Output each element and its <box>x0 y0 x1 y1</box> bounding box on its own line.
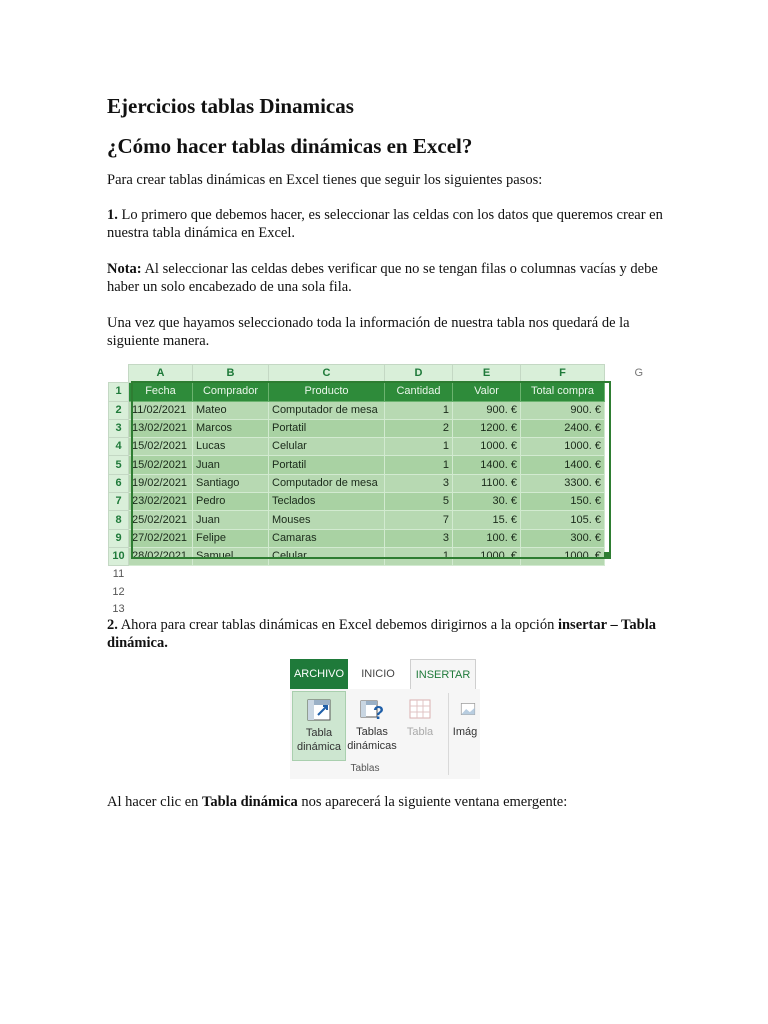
button-label: Imág <box>452 726 478 738</box>
table-cell[interactable]: 1100. € <box>453 474 521 492</box>
header-cell[interactable]: Producto <box>269 383 385 401</box>
document-title: Ejercicios tablas Dinamicas <box>107 94 354 118</box>
table-cell[interactable]: 15/02/2021 <box>129 438 193 456</box>
row-number[interactable]: 2 <box>109 401 129 419</box>
header-cell[interactable]: Cantidad <box>385 383 453 401</box>
pivot-table-button[interactable] <box>292 691 346 761</box>
note-label: Nota: <box>107 261 142 277</box>
table-cell[interactable]: 3 <box>385 474 453 492</box>
row-number[interactable]: 8 <box>109 511 129 529</box>
table-cell[interactable]: 1400. € <box>521 456 605 474</box>
table-cell[interactable]: 150. € <box>521 493 605 511</box>
table-button[interactable] <box>398 691 442 759</box>
corner-cell <box>109 365 129 383</box>
table-row <box>109 547 673 565</box>
row-number[interactable]: 5 <box>109 456 129 474</box>
svg-text:?: ? <box>373 703 384 721</box>
section-heading: ¿Cómo hacer tablas dinámicas en Excel? <box>107 134 473 158</box>
table-cell[interactable]: Celular <box>269 438 385 456</box>
table-cell[interactable]: 100. € <box>453 529 521 547</box>
images-button[interactable] <box>450 691 480 759</box>
step-1-text: Lo primero que debemos hacer, es seleccionar las celdas con los datos que queremos crear en nuestra tabla dinámica en Excel. <box>107 207 663 241</box>
empty-cell <box>605 474 673 492</box>
table-cell[interactable]: Computador de mesa <box>269 474 385 492</box>
table-cell[interactable]: Mateo <box>193 401 269 419</box>
table-cell[interactable]: 300. € <box>521 529 605 547</box>
ribbon-tab-bar <box>290 659 480 690</box>
step-2-bold: insertar – Tabla dinámica. <box>107 617 656 651</box>
table-row <box>109 474 673 492</box>
table-cell[interactable]: Juan <box>193 511 269 529</box>
table-cell[interactable]: 13/02/2021 <box>129 419 193 437</box>
fill-handle[interactable] <box>604 552 609 557</box>
row-number[interactable]: 1 <box>109 383 129 401</box>
result-paragraph: Una vez que hayamos seleccionado toda la información de nuestra tabla nos quedará de la siguiente manera. <box>107 315 630 349</box>
row-number[interactable]: 4 <box>109 438 129 456</box>
table-cell[interactable]: 1 <box>385 456 453 474</box>
header-cell[interactable]: Comprador <box>193 383 269 401</box>
table-cell[interactable]: Computador de mesa <box>269 401 385 419</box>
recommended-pivot-icon <box>359 697 385 721</box>
table-cell[interactable]: 1000. € <box>521 438 605 456</box>
table-cell[interactable]: Camaras <box>269 529 385 547</box>
table-cell[interactable]: 3 <box>385 529 453 547</box>
table-cell[interactable]: Pedro <box>193 493 269 511</box>
table-row <box>109 419 673 437</box>
table-cell[interactable]: 15/02/2021 <box>129 456 193 474</box>
col-letter[interactable]: G <box>605 365 673 383</box>
table-cell[interactable]: 1 <box>385 438 453 456</box>
header-cell[interactable]: Total compra <box>521 383 605 401</box>
button-label: Tabla <box>406 726 434 738</box>
tab-archivo[interactable]: ARCHIVO <box>290 659 348 689</box>
table-cell[interactable]: 1000. € <box>453 547 521 565</box>
empty-row <box>109 566 673 584</box>
empty-cell <box>605 547 673 565</box>
table-cell[interactable]: 23/02/2021 <box>129 493 193 511</box>
header-row <box>109 383 673 401</box>
step-2-text: Ahora para crear tablas dinámicas en Excel debemos dirigirnos a la opción <box>117 617 558 633</box>
row-number[interactable]: 10 <box>109 547 129 565</box>
table-cell[interactable]: Lucas <box>193 438 269 456</box>
table-cell[interactable]: Celular <box>269 547 385 565</box>
table-cell[interactable]: Teclados <box>269 493 385 511</box>
table-cell[interactable]: Mouses <box>269 511 385 529</box>
table-row <box>109 401 673 419</box>
row-number[interactable]: 7 <box>109 493 129 511</box>
empty-cell <box>605 419 673 437</box>
table-row <box>109 456 673 474</box>
row-number[interactable]: 9 <box>109 529 129 547</box>
step-1-paragraph <box>107 206 667 242</box>
empty-cell <box>605 529 673 547</box>
button-label: Tabla <box>305 727 333 739</box>
note-paragraph <box>107 260 667 296</box>
empty-cell <box>605 511 673 529</box>
empty-row <box>109 584 673 601</box>
empty-cell <box>605 383 673 401</box>
table-cell[interactable]: Juan <box>193 456 269 474</box>
table-cell[interactable]: 3300. € <box>521 474 605 492</box>
button-label: dinámicas <box>347 740 397 752</box>
button-label: Tablas <box>356 726 388 738</box>
table-cell[interactable]: 900. € <box>453 401 521 419</box>
table-row <box>109 529 673 547</box>
table-cell[interactable]: 15. € <box>453 511 521 529</box>
column-letters-row <box>109 365 673 383</box>
table-cell[interactable]: Portatil <box>269 419 385 437</box>
table-cell[interactable]: 2400. € <box>521 419 605 437</box>
final-text-post: nos aparecerá la siguiente ventana emergente: <box>297 794 568 810</box>
table-cell[interactable]: 1 <box>385 547 453 565</box>
col-letter[interactable]: B <box>193 365 269 383</box>
table-cell[interactable]: 105. € <box>521 511 605 529</box>
row-number[interactable]: 3 <box>109 419 129 437</box>
table-cell[interactable]: 19/02/2021 <box>129 474 193 492</box>
table-cell[interactable]: 1200. € <box>453 419 521 437</box>
table-cell[interactable]: 1400. € <box>453 456 521 474</box>
recommended-pivot-button[interactable] <box>346 691 398 759</box>
final-paragraph <box>107 793 667 811</box>
header-cell[interactable]: Fecha <box>129 383 193 401</box>
table-cell[interactable]: Portatil <box>269 456 385 474</box>
row-number[interactable]: 11 <box>109 566 129 584</box>
col-letter[interactable]: C <box>269 365 385 383</box>
table-cell[interactable]: 1000. € <box>521 547 605 565</box>
excel-sheet-screenshot <box>108 364 673 615</box>
group-separator <box>448 693 449 775</box>
table-cell[interactable]: Santiago <box>193 474 269 492</box>
button-label: dinámica <box>296 741 342 753</box>
col-letter[interactable]: D <box>385 365 453 383</box>
table-row <box>109 511 673 529</box>
step-1-number: 1. <box>107 207 118 223</box>
table-cell[interactable]: 1000. € <box>453 438 521 456</box>
table-cell[interactable]: 7 <box>385 511 453 529</box>
col-letter[interactable]: E <box>453 365 521 383</box>
tab-inicio[interactable]: INICIO <box>361 668 395 680</box>
tab-insertar[interactable]: INSERTAR <box>410 659 476 690</box>
empty-cell <box>605 401 673 419</box>
pivot-table-icon <box>306 698 332 722</box>
table-cell[interactable]: Marcos <box>193 419 269 437</box>
excel-table <box>108 364 673 618</box>
table-cell[interactable]: Samuel <box>193 547 269 565</box>
table-cell[interactable]: 11/02/2021 <box>129 401 193 419</box>
header-cell[interactable]: Valor <box>453 383 521 401</box>
table-cell[interactable]: 30. € <box>453 493 521 511</box>
table-cell[interactable]: 1 <box>385 401 453 419</box>
ribbon-group-label: Tablas <box>350 763 380 774</box>
empty-cell <box>605 456 673 474</box>
table-cell[interactable]: Felipe <box>193 529 269 547</box>
col-letter[interactable]: F <box>521 365 605 383</box>
table-cell[interactable]: 5 <box>385 493 453 511</box>
empty-cell <box>605 493 673 511</box>
ribbon-body <box>290 689 480 779</box>
table-icon <box>407 697 433 721</box>
intro-paragraph: Para crear tablas dinámicas en Excel tienes que seguir los siguientes pasos: <box>107 172 543 188</box>
row-number[interactable]: 13 <box>109 601 129 618</box>
table-cell[interactable]: 900. € <box>521 401 605 419</box>
empty-cell <box>605 438 673 456</box>
note-text: Al seleccionar las celdas debes verificar que no se tengan filas o columnas vacías y debe haber un solo encabezado de una sola fila. <box>107 261 658 295</box>
table-cell[interactable]: 25/02/2021 <box>129 511 193 529</box>
row-number[interactable]: 12 <box>109 584 129 601</box>
image-icon <box>460 697 476 721</box>
excel-ribbon-screenshot <box>290 659 480 781</box>
col-letter[interactable]: A <box>129 365 193 383</box>
final-text-pre: Al hacer clic en <box>107 794 203 810</box>
final-bold: Tabla dinámica <box>202 794 298 810</box>
table-cell[interactable]: 2 <box>385 419 453 437</box>
row-number[interactable]: 6 <box>109 474 129 492</box>
step-2-number: 2. <box>107 617 118 633</box>
table-row <box>109 438 673 456</box>
table-cell[interactable]: 27/02/2021 <box>129 529 193 547</box>
table-cell[interactable]: 28/02/2021 <box>129 547 193 565</box>
table-row <box>109 493 673 511</box>
step-2-paragraph <box>107 616 667 652</box>
